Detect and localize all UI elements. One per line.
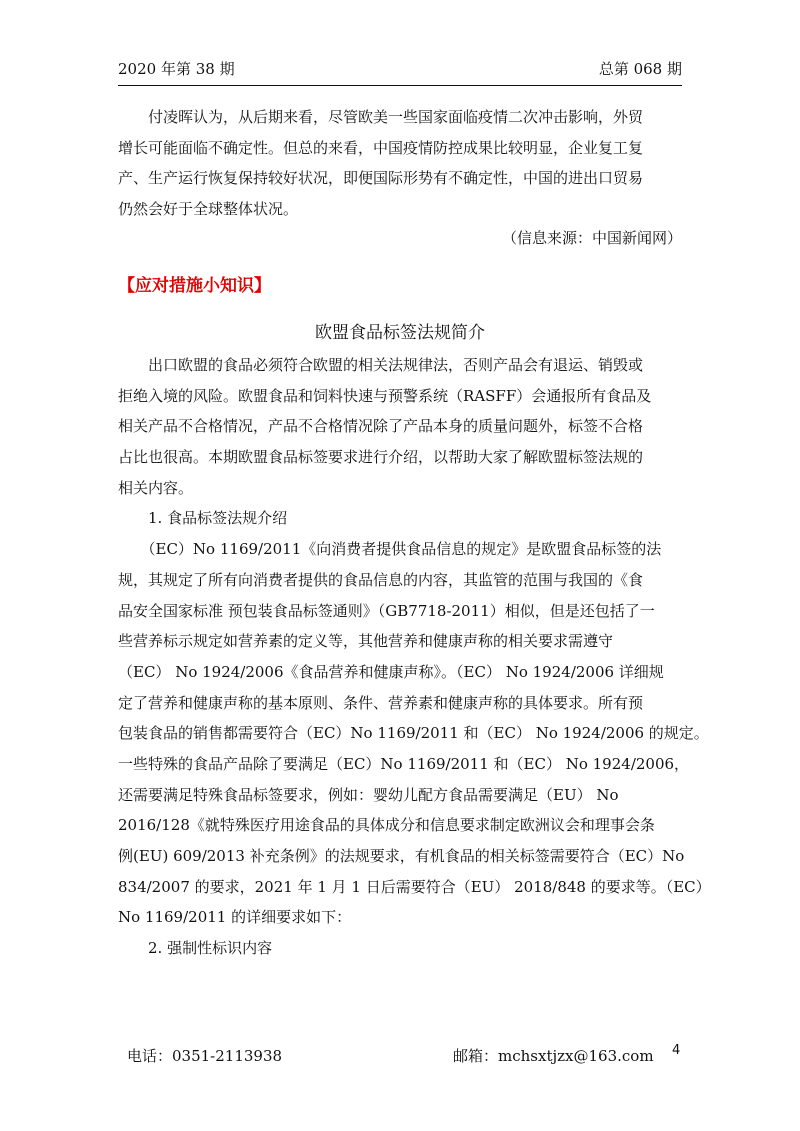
text-line: 增长可能面临不确定性。但总的来看，中国疫情防控成果比较明显，企业复工复 xyxy=(118,138,644,157)
text-line: （EC）No 1169/2011《向消费者提供食品信息的规定》是欧盟食品标签的法 xyxy=(118,540,662,559)
text-line: 规，其规定了所有向消费者提供的食品信息的内容，其监管的范围与我国的《食 xyxy=(118,570,644,589)
text-line: 包装食品的销售都需要符合（EC）No 1169/2011 和（EC） No 1924/2006 的规定。 xyxy=(118,724,709,743)
header-rule xyxy=(118,85,682,86)
subheading: 2. 强制性标识内容 xyxy=(118,939,273,958)
section-tag: 【应对措施小知识】 xyxy=(118,276,271,296)
article-title: 欧盟食品标签法规简介 xyxy=(315,323,485,343)
text-line: 付凌晖认为，从后期来看，尽管欧美一些国家面临疫情二次冲击影响，外贸 xyxy=(118,108,644,126)
text-line: 例(EU) 609/2013 补充条例》的法规要求，有机食品的相关标签需要符合（EC）No xyxy=(118,847,685,865)
text-line: 产、生产运行恢复保持较好状况，即便国际形势有不确定性，中国的进出口贸易 xyxy=(118,169,644,188)
source-note: （信息来源：中国新闻网） xyxy=(501,229,682,247)
page-number: 4 xyxy=(672,1043,681,1058)
text-line: 相关内容。 xyxy=(118,478,194,497)
text-line: 品安全国家标准 预包装食品标签通则》（GB7718-2011）相似，但是还包括了一 xyxy=(118,601,655,620)
page-header xyxy=(118,58,682,84)
text-line: 834/2007 的要求，2021 年 1 月 1 日后需要符合（EU） 2018/848 的要求等。（EC） xyxy=(118,877,711,896)
text-line: 相关产品不合格情况，产品不合格情况除了产品本身的质量问题外，标签不合格 xyxy=(118,417,644,436)
phone-contact: 电话：0351-2113938 xyxy=(127,1047,283,1065)
text-line: 还需要满足特殊食品标签要求，例如：婴幼儿配方食品需要满足（EU） No xyxy=(118,785,619,804)
text-line: 一些特殊的食品产品除了要满足（EC）No 1169/2011 和（EC） No 1924/2006， xyxy=(118,754,690,773)
issue-number: 2020 年第 38 期 xyxy=(118,60,235,78)
subheading: 1. 食品标签法规介绍 xyxy=(118,509,288,528)
text-line: 占比也很高。本期欧盟食品标签要求进行介绍，以帮助大家了解欧盟标签法规的 xyxy=(118,448,644,467)
text-line: No 1169/2011 的详细要求如下： xyxy=(118,908,352,927)
page-footer xyxy=(127,1045,687,1069)
text-line: 定了营养和健康声称的基本原则、条件、营养素和健康声称的具体要求。所有预 xyxy=(118,693,644,712)
article-body xyxy=(118,350,711,964)
intro-paragraph xyxy=(118,102,682,225)
total-issue-number: 总第 068 期 xyxy=(598,60,682,78)
text-line: （EC） No 1924/2006《食品营养和健康声称》。（EC） No 1924/2006 详细规 xyxy=(118,662,664,681)
text-line: 出口欧盟的食品必须符合欧盟的相关法规律法，否则产品会有退运、销毁或 xyxy=(118,356,644,374)
text-line: 2016/128《就特殊医疗用途食品的具体成分和信息要求制定欧洲议会和理事会条 xyxy=(118,816,655,835)
text-line: 些营养标示规定如营养素的定义等，其他营养和健康声称的相关要求需遵守 xyxy=(118,632,614,651)
text-line: 拒绝入境的风险。欧盟食品和饲料快速与预警系统（RASFF）会通报所有食品及 xyxy=(118,386,652,405)
text-line: 仍然会好于全球整体状况。 xyxy=(118,200,299,219)
email-contact: 邮箱：mchsxtjzx@163.com xyxy=(453,1047,654,1065)
